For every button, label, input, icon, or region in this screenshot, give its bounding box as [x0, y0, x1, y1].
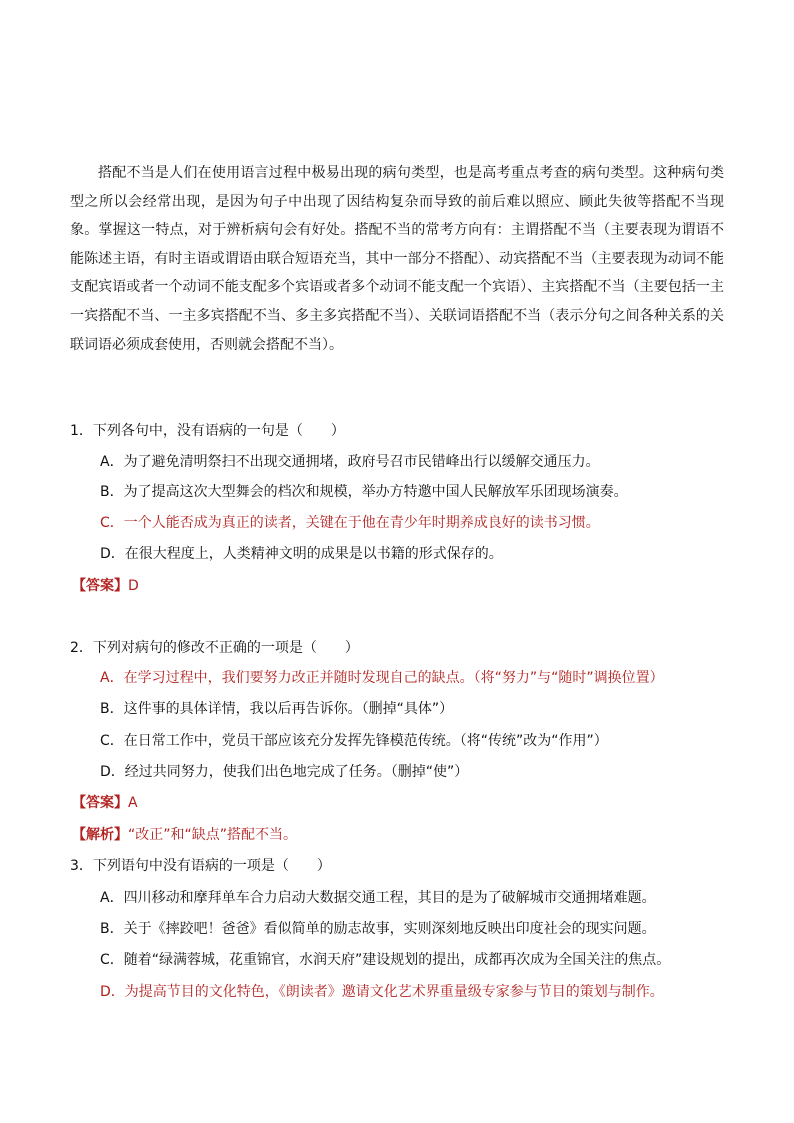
question-1-option-a: A．为了避免清明祭扫不出现交通拥堵，政府号召市民错峰出行以缓解交通压力。 [100, 454, 600, 470]
question-2-option-a: A．在学习过程中，我们要努力改正并随时发现自己的缺点。（将“努力”与“随时”调换位置） [100, 670, 664, 686]
question-1-option-c: C．一个人能否成为真正的读者，关键在于他在青少年时期养成良好的读书习惯。 [100, 515, 600, 531]
question-2-stem: 2．下列对病句的修改不正确的一项是（ ） [70, 640, 359, 656]
question-3-option-d: D．为提高节目的文化特色，《朗读者》邀请文化艺术界重量级专家参与节目的策划与制作。 [100, 984, 664, 1000]
question-3-option-a: A．四川移动和摩拜单车合力启动大数据交通工程，其目的是为了破解城市交通拥堵难题。 [100, 890, 656, 906]
question-1-answer [72, 576, 139, 596]
answer-value: A [128, 795, 138, 811]
question-3-option-c: C．随着“绿满蓉城，花重锦官，水润天府”建设规划的提出，成都再次成为全国关注的焦点。 [100, 952, 671, 968]
question-1-option-b: B．为了提高这次大型舞会的档次和规模，举办方特邀中国人民解放军乐团现场演奏。 [100, 484, 628, 500]
answer-label: 【答案】 [72, 795, 128, 811]
analysis-label: 【解析】 [72, 827, 128, 843]
intro-paragraph: 搭配不当是人们在使用语言过程中极易出现的病句类型，也是高考重点考查的病句类型。这种病句类型之所以会经常出现，是因为句子中出现了因结构复杂而导致的前后难以照应、顾此失彼等搭配不当现象。掌握这一特点，对于辨析病句会有好处。搭配不当的常考方向有：主谓搭配不当（主要表现为谓语不能陈述主语，有时主语或谓语由联合短语充当，其中一部分不搭配）、动宾搭配不当（主要表现为动词不能支配宾语或者一个动词不能支配多个宾语或者多个动词不能支配一个宾语）、主宾搭配不当（主要包括一主一宾搭配不当、一主多宾搭配不当、多主多宾搭配不当）、关联词语搭配不当（表示分句之间各种关系的关联词语必须成套使用，否则就会搭配不当）。 [70, 165, 724, 353]
question-2-answer [72, 793, 138, 813]
question-2-option-c: C．在日常工作中，党员干部应该充分发挥先锋模范传统。（将“传统”改为“作用”） [100, 733, 608, 749]
answer-value: D [128, 578, 139, 594]
question-2-option-b: B．这件事的具体详情，我以后再告诉你。（删掉“具体”） [100, 701, 454, 717]
question-3-option-b: B．关于《摔跤吧！爸爸》看似简单的励志故事，实则深刻地反映出印度社会的现实问题。 [100, 921, 656, 937]
question-2-option-d: D．经过共同努力，使我们出色地完成了任务。（删掉“使”） [100, 764, 469, 780]
question-1-stem: 1．下列各句中，没有语病的一句是（ ） [70, 423, 345, 439]
question-1-option-d: D．在很大程度上，人类精神文明的成果是以书籍的形式保存的。 [100, 546, 503, 562]
question-3-stem: 3．下列语句中没有语病的一项是（ ） [70, 858, 331, 874]
question-2-analysis [72, 825, 297, 845]
answer-label: 【答案】 [72, 578, 128, 594]
analysis-text: “改正”和“缺点”搭配不当。 [128, 827, 298, 843]
